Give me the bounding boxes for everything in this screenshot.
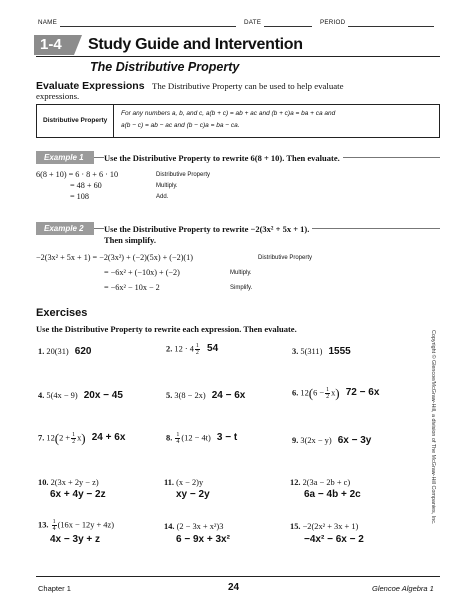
example2-prompt-line2: Then simplify. bbox=[104, 235, 156, 245]
open-paren: ( bbox=[308, 385, 314, 401]
exercise-8 bbox=[166, 432, 237, 445]
example1-step2: = 48 + 60 bbox=[70, 181, 102, 190]
fraction bbox=[325, 387, 330, 400]
footer-book: Glencoe Algebra 1 bbox=[372, 584, 434, 593]
intro-text-line2: expressions. bbox=[36, 91, 80, 101]
exercise-expression-inner: 6 − bbox=[313, 388, 325, 398]
fraction bbox=[175, 432, 180, 445]
exercise-expression: −2(2x² + 3x + 1) bbox=[302, 522, 359, 531]
exercises-heading: Exercises bbox=[36, 307, 88, 319]
exercise-12 bbox=[290, 478, 350, 487]
example1-tag: Example 1 bbox=[36, 151, 94, 164]
close-paren: ) bbox=[81, 430, 86, 446]
exercise-10 bbox=[38, 478, 99, 487]
exercise-expression: (16x − 12y + 4z) bbox=[57, 520, 114, 530]
exercise-variable: x bbox=[331, 388, 336, 398]
exercise-3 bbox=[292, 346, 351, 357]
exercise-9 bbox=[292, 435, 371, 446]
fraction-denominator: 2 bbox=[72, 439, 76, 445]
exercise-11 bbox=[164, 478, 203, 487]
exercise-expression: (12 − 4t) bbox=[181, 433, 211, 443]
close-paren: ) bbox=[335, 385, 340, 401]
exercise-number: 1. bbox=[38, 347, 45, 356]
footer-chapter: Chapter 1 bbox=[38, 584, 71, 593]
exercise-expression: 20(31) bbox=[46, 347, 69, 356]
property-line1: For any numbers a, b, and c, a(b + c) = ab + ac and (b + c)a = ba + ca and bbox=[121, 110, 336, 117]
period-line bbox=[348, 26, 434, 27]
exercise-answer: 6x − 3y bbox=[337, 435, 372, 446]
footer-rule bbox=[36, 576, 440, 577]
exercise-answer: 620 bbox=[74, 346, 92, 357]
exercise-13-answer: 4x − 3y + z bbox=[50, 534, 101, 545]
exercise-14 bbox=[164, 522, 223, 531]
fraction-numerator: 1 bbox=[72, 432, 76, 438]
exercise-number: 4. bbox=[38, 391, 45, 400]
lesson-number: 1-4 bbox=[40, 36, 62, 53]
exercise-number: 3. bbox=[292, 347, 299, 356]
example2-step2: = −6x² + (−10x) + (−2) bbox=[104, 268, 180, 277]
period-label: PERIOD bbox=[320, 19, 346, 26]
exercise-expression: 12 · 4 bbox=[174, 344, 194, 354]
exercise-expression: 3(2x − y) bbox=[300, 436, 332, 445]
example1-reason3: Add. bbox=[156, 194, 169, 200]
exercise-7 bbox=[38, 432, 125, 445]
exercise-number: 2. bbox=[166, 344, 173, 354]
exercise-number: 5. bbox=[166, 391, 173, 400]
exercise-expression: 5(311) bbox=[300, 347, 323, 356]
fraction bbox=[52, 519, 57, 532]
exercise-6 bbox=[292, 387, 379, 400]
fraction-denominator: 4 bbox=[52, 526, 56, 532]
exercise-13 bbox=[38, 519, 114, 532]
exercise-expression: 12 bbox=[300, 388, 309, 398]
copyright-text: Copyright © Glencoe/McGraw-Hill, a division of The McGraw-Hill Companies, Inc. bbox=[430, 330, 436, 525]
fraction-numerator: 1 bbox=[326, 387, 330, 393]
property-label: Distributive Property bbox=[43, 117, 108, 124]
exercise-expression: 5(4x − 9) bbox=[46, 391, 78, 400]
exercise-10-answer: 6x + 4y − 2z bbox=[50, 489, 106, 500]
exercise-number: 15. bbox=[290, 522, 301, 531]
property-box-divider bbox=[113, 105, 114, 137]
exercise-answer: 24 − 6x bbox=[211, 390, 246, 401]
intro-heading: Evaluate Expressions bbox=[36, 80, 145, 92]
exercise-5 bbox=[166, 390, 245, 401]
exercise-number: 11. bbox=[164, 478, 175, 487]
example2-reason2: Multiply. bbox=[230, 270, 252, 276]
fraction bbox=[195, 343, 200, 356]
date-line bbox=[264, 26, 312, 27]
title-rule bbox=[36, 56, 440, 57]
example2-step1: −2(3x² + 5x + 1) = −2(3x²) + (−2)(5x) + (−2)(1) bbox=[36, 253, 193, 262]
exercise-4 bbox=[38, 390, 123, 401]
example2-prompt-line1: Use the Distributive Property to rewrite −2(3x² + 5x + 1). bbox=[104, 224, 312, 234]
exercise-expression: (x − 2)y bbox=[176, 478, 204, 487]
exercise-number: 9. bbox=[292, 436, 299, 445]
exercise-14-answer: 6 − 9x + 3x² bbox=[176, 534, 230, 545]
exercise-expression: 3(8 − 2x) bbox=[174, 391, 206, 400]
fraction-numerator: 1 bbox=[52, 519, 56, 525]
exercises-instructions: Use the Distributive Property to rewrite each expression. Then evaluate. bbox=[36, 324, 297, 334]
fraction-denominator: 2 bbox=[195, 350, 199, 356]
exercise-expression: 2(3x + 2y − z) bbox=[50, 478, 99, 487]
exercise-number: 12. bbox=[290, 478, 301, 487]
exercise-number: 13. bbox=[38, 520, 49, 530]
fraction-numerator: 1 bbox=[176, 432, 180, 438]
exercise-expression: (2 − 3x + x²)3 bbox=[176, 522, 224, 531]
exercise-12-answer: 6a − 4b + 2c bbox=[304, 489, 361, 500]
exercise-number: 7. bbox=[38, 433, 45, 443]
exercise-number: 6. bbox=[292, 388, 299, 398]
exercise-answer: 1555 bbox=[328, 346, 351, 357]
exercise-variable: x bbox=[77, 433, 82, 443]
exercise-expression-inner: 2 + bbox=[59, 433, 71, 443]
open-paren: ( bbox=[54, 430, 60, 446]
example1-step3: = 108 bbox=[70, 192, 89, 201]
exercise-expression: 12 bbox=[46, 433, 55, 443]
exercise-answer: 20x − 45 bbox=[83, 390, 123, 401]
exercise-answer: 3 − t bbox=[216, 432, 238, 444]
exercise-answer: 72 − 6x bbox=[345, 387, 380, 399]
example2-step3: = −6x² − 10x − 2 bbox=[104, 283, 160, 292]
fraction-numerator: 1 bbox=[195, 343, 199, 349]
example1-prompt: Use the Distributive Property to rewrite 6(8 + 10). Then evaluate. bbox=[104, 153, 343, 163]
exercise-expression: 2(3a − 2b + c) bbox=[302, 478, 351, 487]
footer-page-number: 24 bbox=[228, 582, 240, 593]
fraction bbox=[71, 432, 76, 445]
exercise-number: 8. bbox=[166, 433, 173, 443]
example1-reason1: Distributive Property bbox=[156, 172, 211, 178]
exercise-11-answer: xy − 2y bbox=[176, 489, 210, 500]
page-subtitle: The Distributive Property bbox=[90, 60, 240, 74]
fraction-denominator: 2 bbox=[326, 394, 330, 400]
exercise-15 bbox=[290, 522, 358, 531]
property-line2: a(b − c) = ab − ac and (b − c)a = ba − ca. bbox=[121, 122, 240, 129]
name-label: NAME bbox=[38, 19, 57, 26]
date-label: DATE bbox=[244, 19, 262, 26]
exercise-number: 10. bbox=[38, 478, 49, 487]
exercise-15-answer: −4x² − 6x − 2 bbox=[304, 534, 364, 545]
intro-text-line1: The Distributive Property can be used to help evaluate bbox=[152, 81, 344, 91]
fraction-denominator: 4 bbox=[176, 439, 180, 445]
example1-step1: 6(8 + 10) = 6 · 8 + 6 · 10 bbox=[36, 170, 119, 179]
example2-reason1: Distributive Property bbox=[258, 255, 313, 261]
lesson-badge bbox=[34, 35, 82, 55]
exercise-answer: 24 + 6x bbox=[91, 432, 126, 444]
name-line bbox=[60, 26, 236, 27]
exercise-1 bbox=[38, 346, 91, 357]
property-box bbox=[36, 104, 440, 138]
exercise-number: 14. bbox=[164, 522, 175, 531]
example1-reason2: Multiply. bbox=[156, 183, 178, 189]
example2-tag: Example 2 bbox=[36, 222, 94, 235]
exercise-answer: 54 bbox=[207, 343, 219, 355]
example2-reason3: Simplify. bbox=[230, 285, 253, 291]
exercise-2 bbox=[166, 343, 218, 356]
page-title: Study Guide and Intervention bbox=[88, 36, 303, 53]
